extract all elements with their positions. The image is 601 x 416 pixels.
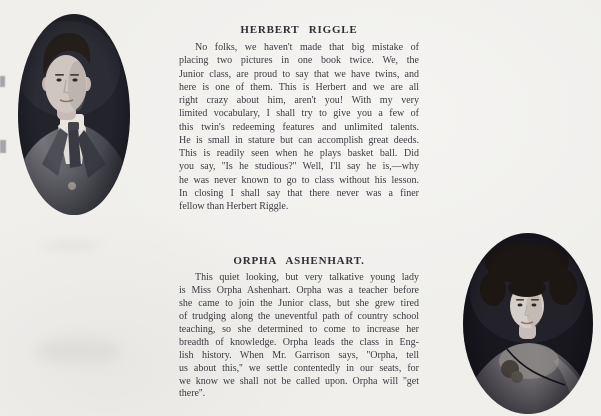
text-line: he was never known to go to class without his lesson. <box>179 174 419 186</box>
section-title-herbert-riggle: HERBERT RIGGLE <box>240 24 358 36</box>
text-line: fellow than Herbert Riggle. <box>179 201 289 212</box>
woman-portrait-illustration <box>463 233 593 414</box>
orpha-paragraph <box>179 272 419 401</box>
text-line: teaching, so she determined to come to increase her <box>179 323 419 335</box>
orpha-portrait-photo <box>463 233 593 414</box>
section-title-orpha-ashenhart: ORPHA ASHENHART. <box>233 255 365 267</box>
text-line: right crazy about him, aren't you! With my very <box>179 95 419 106</box>
scan-smudge <box>35 338 123 364</box>
text-line: No folks, we haven't made that big mistake of <box>195 42 419 53</box>
text-line: is Miss Orpha Ashenhart. Orpha was a teacher before <box>179 284 419 296</box>
man-portrait-illustration <box>18 14 130 215</box>
text-line: Junior class, are proud to say that we have twins, and <box>179 68 419 80</box>
text-line: lish history. When Mr. Garrison says, ''Orpha, tell <box>179 349 419 361</box>
text-line: of trudging along the uneventful path of country school <box>179 310 419 322</box>
text-line: she came to join the Junior class, but she grew tired <box>179 297 419 309</box>
text-line: us about this,'' we settle contentedly in our seats, for <box>179 362 419 374</box>
text-line: breadth of knowledge. Orpha leads the class in Eng- <box>179 336 419 348</box>
text-line: here is one of them. This is Herbert and we are all <box>179 81 419 93</box>
herbert-paragraph <box>179 41 419 213</box>
text-line: you say, ''Is he studious?'' Well, I'll say he is,—why <box>179 161 419 173</box>
scan-smudge <box>40 240 102 251</box>
scan-artifact <box>0 76 5 87</box>
text-line: This is readily seen when he plays basket ball. Did <box>179 148 419 159</box>
text-line: In closing I shall say that there never was a finer <box>179 187 419 199</box>
text-line: placing two pictures in one book twice. We, the <box>179 55 419 67</box>
text-line: we know we shall not be called upon. Orpha will ''get <box>179 375 419 387</box>
text-line: This quiet looking, but very talkative young lady <box>195 272 419 283</box>
text-line: this twin's redeeming features and unlimited talents. <box>179 121 419 133</box>
text-line: limited vocabulary, I shall try to give you a few of <box>179 108 419 120</box>
herbert-portrait-photo <box>18 14 130 215</box>
text-line: He is small in stature but can accomplish great deeds. <box>179 134 419 146</box>
scan-artifact <box>0 140 6 153</box>
text-line: there''. <box>179 388 206 400</box>
